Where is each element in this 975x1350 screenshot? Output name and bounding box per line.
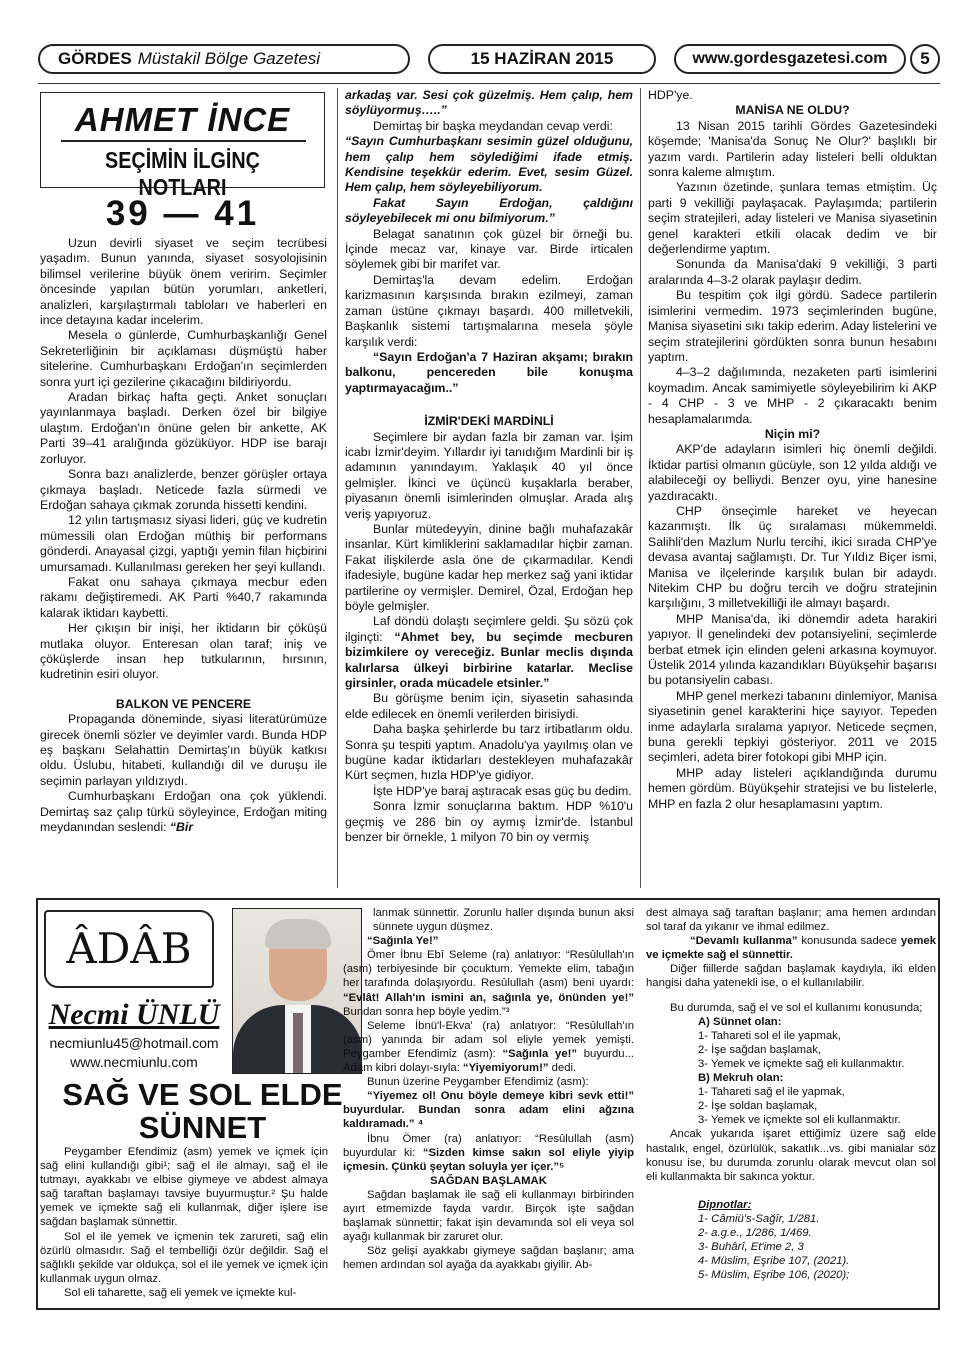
- author-email: necmiunlu45@hotmail.com: [49, 1035, 219, 1051]
- paragraph: Sol eli taharette, sağ eli yemek ve içmekte kul-: [64, 1286, 297, 1299]
- issue-date: 15 HAZİRAN 2015: [428, 44, 656, 74]
- paragraph: AKP'de adayların isimleri hiç önemli değildi. İktidar partisi olmanın gücüyle, son 12 yılda aldığı ve alabileceği oy belliydi. Benzer oyu, yine hanesine yazdıracaktı.: [648, 442, 937, 503]
- paragraph: Uzun devirli siyaset ve seçim tecrübesi yaşadım. Bunun yanında, siyaset sosyolojisinin bilimsel verilerine büyük önem veririm. Seçimler öncesinde yapılan bütün yorumları, anketleri, analizleri, karşılaştırmalı tabloları ve haberleri en ince detayına kadar incelerim.: [40, 236, 327, 328]
- paragraph-text: buyurdu... Adam kibri dolayı-sıyla:: [343, 1047, 634, 1075]
- paragraph: lanmak sünnettir. Zorunlu haller dışında bunun aksi sünnete uygun düşmez.: [373, 907, 634, 934]
- paragraph: Bunlar mütedeyyin, dinine bağlı muhafazakâr insanlar. Kürt kimliklerini saklamadılar hiçbir zaman. Fakat ilişkilerde asla öne de çıkarmadılar. Kendi ifadesiyle, bugüne kadar hep merkez sağ yani iktidar partilerine oy vermişler. Demirel, Özal, Erdoğan hep böyle gelmişler.: [345, 521, 633, 613]
- quote: “Yiyemiyorum!”: [462, 1062, 549, 1075]
- paragraph: [343, 1019, 634, 1075]
- author-underline: [61, 140, 306, 142]
- article-title-line: SÜNNET: [138, 1110, 267, 1145]
- paragraph: Demirtaş'la devam edelim. Erdoğan karizmasının karşısında bırakın ezilmeyi, zaman zaman üstüne çıkmayı başardı. 400 milletvekili, Başkanlık sistemi tartışmalarına mesela şöyle karşılık verdi:: [345, 272, 633, 349]
- footnote: 3- Buhârî, Et'ime 2, 3: [698, 1241, 804, 1254]
- quote: yemek ve içmekte sağ el sünnettir.: [646, 935, 936, 962]
- headline-number: 39 — 41: [105, 194, 260, 233]
- footnotes: [646, 1198, 936, 1283]
- quote: “Sağınla ye!”: [502, 1047, 578, 1060]
- page-number: 5: [910, 44, 940, 74]
- paragraph: Sonra bazı analizlerde, benzer görüşler ortaya çıkmaya başladı. Neticede fazla sürmedi ve Erdoğan sahaya çıkmak zorunda hissetti kendini.: [40, 467, 327, 512]
- paragraph: [343, 1132, 634, 1174]
- paper-website: www.gordesgazetesi.com: [674, 44, 906, 74]
- list-heading: A) Sünnet olan:: [698, 1015, 782, 1028]
- list-item: 3- Yemek ve içmekte sol eli kullanmaktır.: [698, 1114, 901, 1127]
- paragraph: İşte HDP'ye baraj aştıracak esas güç bu dedim.: [373, 783, 632, 798]
- paragraph: Ancak yukarıda işaret ettiğimiz üzere sağ elde hastalık, engel, özürlülük, sakatlık...vs. gibi manialar söz konusu ise, bu durumda zorunlu olarak mevcut olan sol eli kullanmakta bir sakınca yoktur.: [646, 1128, 936, 1183]
- quote: arkadaş var. Sesi çok güzelmiş. Hem çalıp, hem söylüyormuş…..”: [345, 88, 633, 118]
- quote: “Yiyemez ol! Onu böyle demeye kibri sevk etti!” buyurdular. Bundan sonra adam elini ağzına kaldıramadı.” ⁴: [343, 1090, 634, 1131]
- paragraph: Propaganda döneminde, siyasi literatürümüze girecek önemli sözler ve deyimler vardı. Bunda HDP eş başkanı Selahattin Demirtaş'ın büyük katkısı oldu. Üslubu, hitabeti, kullandığı dil ve duruşu ile seçimin parlayan yıldızıydı.: [40, 712, 327, 788]
- paragraph: 13 Nisan 2015 tarihli Gördes Gazetesindeki köşemde; 'Manisa'da Sonuç Ne Olur?' başlıklı bir yazım vardı. Partilerin aday listeleri belli olduktan sonra kaleme almıştım.: [648, 118, 937, 180]
- article-column-2: [345, 88, 633, 888]
- paragraph: Söz gelişi ayakkabı giymeye sağdan başlanır; ama hemen ardından sol ayağa da ayakkabı giyilir. Ab-: [343, 1245, 634, 1272]
- paragraph-text: İbnu Ömer (ra) anlatıyor: “Resûlullah (asm) buyurdular ki:: [343, 1132, 634, 1159]
- masthead: [38, 40, 940, 78]
- paragraph: Sonra İzmir sonuçlarına baktım. HDP %10'u geçmiş ve 286 bin oy aymış İzmir'de. İstanbul benzer bir örnekle, 1 milyon 70 bin oy vermiş: [345, 799, 633, 845]
- paragraph: CHP önseçimle hareket ve heyecan kazanmıştı. İlk üç sıralaması mükemmeldi. Salihli'den Mazlum Nurlu tercihi, ikici sırada CHP'ye devasa avantaj sağlamıştı. Dr. Tur Yıldız Biçer ismi, Manisa ve ilçelerinde karşılık bulan bir adaydı. Nitekim CHP bu doğru tercih ve doğru stratejinin karşılığını, 3 milletvekilliği ile almayı başardı.: [648, 503, 937, 611]
- article-title-line: SAĞ VE SOL ELDE: [62, 1077, 343, 1112]
- footnote: 4- Müslim, Eşribe 107, (2021).: [698, 1255, 850, 1268]
- quote: “Sayın Erdoğan'a 7 Haziran akşamı; bırakın balkonu, pencereden bile konuşma yaptırmayacağım..”: [345, 349, 633, 395]
- paper-subtitle: Müstakil Bölge Gazetesi: [137, 49, 321, 68]
- footnote: 1- Câmiü's-Sağîr, 1/281.: [698, 1212, 820, 1225]
- paragraph: MHP genel merkezi tabanını dinlemiyor, Manisa siyasetinin genel karakterini hiçe sayıyor. Tepeden inme adaylarla sıralama yapıyor. Neticede seçmen, buna gerekli tepkiyi gösteriyor. 2011 ve 2015 seçimleri, adeta birer fotokopi gibi MHP için.: [648, 688, 937, 765]
- paragraph: Seçimlere bir aydan fazla bir zaman var. İşim icabı İzmir'deyim. Yıllardır iyi tanıdığım Mardinli bir iş adamının yanındayım. Yaklaşık 40 yıl önce gelmişler. İkinci ve üçüncü kuşaklarla beraber, piyasanın önemli isimlerinden olmuşlar. Arada alış veriş yapıyoruz.: [345, 429, 633, 521]
- paragraph: Aradan birkaç hafta geçti. Anket sonuçları yayınlanmaya başladı. Derken özel bir bilgiye ulaştım. Erdoğan'ın önüne gelen bir ankette, AK Parti 39–41 aralığında gözüküyor. HDP ise barajı zorluyor.: [40, 390, 327, 466]
- paragraph-text: Bundan sonra hep böyle yedim.”³: [343, 1005, 510, 1018]
- paragraph: dest almaya sağ taraftan başlanır; ama hemen ardından sol taraf da yıkanır ve ihmal edilmez.: [646, 907, 936, 934]
- paragraph: [343, 948, 634, 1018]
- paragraph: MHP aday listeleri açıklandığında durumu hemen gördüm. Büyükşehir stratejisi ve bu listelerle, MHP en fazla 2 olur hesaplamasını yaptım.: [648, 765, 937, 811]
- column-author: Necmi ÜNLÜ: [48, 998, 220, 1031]
- quote: Fakat Sayın Erdoğan, çaldığını söyleyebilecek mi onu bilmiyorum.”: [345, 195, 633, 226]
- paragraph: 12 yılın tartışmasız siyasi lideri, güç ve kudretin mümessili olan Erdoğan müthiş bir performans gönderdi. Anayasal çizgi, yaptığı yemin filan hiçbirini umursamadı. Kullanılması gereken her şeyi kullandı.: [40, 513, 327, 574]
- paragraph-text: Seleme İbnü'l-Ekva' (ra) anlatıyor: “Resûlullah'ın (asm) yanında bir adam sol eliyle yemek yemişti. Peygamber Efendimiz (asm):: [343, 1019, 634, 1060]
- paragraph: [40, 789, 327, 835]
- paragraph: Bu tespitim çok ilgi gördü. Sadece partilerin isimlerini vermedim. 1973 seçimlerinden bugüne, Manisa siyasetini sıkı takip ederim. Aday listelerini ve seçim stratejilerini gördükten sonra bunun hesabını yaptım.: [648, 288, 937, 364]
- paragraph: 4–3–2 dağılımında, nezaketen parti isimlerini koymadım. Ancak samimiyetle söyleyebilirim ki AKP - 4 CHP - 3 ve MHP - 2 çıkaracaktı benim hesaplamalarımda.: [648, 365, 937, 426]
- list-item: 2- İşe soldan başlamak,: [698, 1100, 818, 1113]
- paragraph-text: dedi.: [551, 1062, 577, 1075]
- paragraph: Sol el ile yemek ve içmenin tek zarureti, sağ elin özürlü olmasıdır. Sağ el tembelliği özür değildir. Sağ el sağlıklı şekilde var oldukça, sol el ile yemek ve içmek için kullanmak uygun olmaz.: [40, 1230, 328, 1285]
- adab-column-3: [646, 906, 936, 1306]
- paragraph: Sağdan başlamak ile sağ eli kullanmayı birbirinden ayırt etmemizde fayda vardır. Birçok işte sağdan başlamak sünnettir; fakat işin devamında sol eli veya sol ayağı kullanmak bir zaruret olur.: [343, 1188, 634, 1244]
- footnotes-heading: Dipnotlar:: [698, 1198, 752, 1211]
- author-header-box: [40, 92, 325, 200]
- adab-column-2: [343, 906, 634, 1306]
- footnote: 5- Müslim, Eşribe 106, (2020);: [698, 1269, 850, 1282]
- section-heading: İZMİR'DEKİ MARDİNLİ: [424, 414, 554, 429]
- section-heading: SAĞDAN BAŞLAMAK: [430, 1174, 547, 1187]
- quote: “Devamlı kullanma”: [690, 935, 798, 948]
- quote: “Sayın Cumhurbaşkanı sesimin güzel olduğunu, hem çalıp hem söylediğimi ifade etmiş. Kendisine teşekkür ederim. Evet, sesim Güzel. Hem çalıp, hem söyleyebiliyorum.: [345, 134, 633, 195]
- footnote: 2- a.g.e., 1/286, 1/469.: [698, 1226, 812, 1239]
- adab-column-1: [40, 1145, 328, 1307]
- paragraph: Daha başka şehirlerde bu tarz irtibatlarım oldu. Sonra şu tespiti yaptım. Anadolu'ya yayılmış olan ve bugüne kadar iktidarları destekleyen muhafazakâr Kürt seçmen, hızla HDP'ye gidiyor.: [345, 722, 633, 783]
- list-heading: B) Mekruh olan:: [698, 1072, 784, 1085]
- section-name: ÂDÂB: [66, 924, 192, 973]
- list-item: 2- İşe sağdan başlamak,: [698, 1043, 822, 1056]
- column-divider: [337, 88, 338, 888]
- paragraph: Fakat onu sahaya çıkmaya mecbur eden rakamı değiştiremedi. AK Parti %40,7 rakamında kalarak iktidarı kaybetti.: [40, 574, 327, 620]
- paragraph: Bu görüşme benim için, siyasetin sahasında elde edilecek en önemli verilerden birisiydi.: [345, 691, 633, 721]
- paragraph: Her çıkışın bir inişi, her iktidarın bir çöküşü mutlaka oluyor. Enteresan olan taraf; iniş ve çöküşlerde insan hep tutkularının, hırsının, kudretinin esiri oluyor.: [40, 621, 327, 682]
- article-column-1: [40, 236, 327, 888]
- list-item: 1- Tahareti sağ el ile yapmak,: [698, 1086, 845, 1099]
- sunnet-list: [646, 1015, 936, 1128]
- paragraph: Yazının özetinde, şunlara temas etmiştim. Üç parti 9 vekilliği paylaşacak. Paylaşımda; partilerin seçim stratejileri, aday listeleri ve Manisa siyasetinin genel karakteri etkili olacak dedim ve bir değerlendirme yaptım.: [648, 180, 937, 257]
- column-title: SEÇİMİN İLGİNÇ NOTLARI: [105, 147, 260, 200]
- author-photo-hair: [265, 919, 331, 949]
- paragraph: Peygamber Efendimiz (asm) yemek ve içmek için sağ elini kullandığı gibi¹; sağ el ile almayı, sağ el ile tutmayı, ayakkabı ve elbise giymeye ve abdest almaya sağ taraftan başlamayı tavsiye buyurmuştur.² Şu halde yemek ve içmekte sağ eli kullanmak, diğer işlere ise sağdan başlamak sünnettir.: [40, 1146, 328, 1229]
- column-author: AHMET İNCE: [74, 101, 291, 138]
- quote: “Ahmet bey, bu seçimde mecburen bizimkilere oy vereceğiz. Bunlar meclis dışında kalırlarsa ülkeyi birbirine katarlar. Meclise girsinler, orada mücadele etsinler.”: [345, 629, 633, 691]
- top-rule: [38, 83, 940, 84]
- quote: “Sağınla Ye!”: [367, 935, 439, 948]
- section-logo-scroll: [44, 910, 214, 988]
- paper-name: GÖRDES: [58, 49, 132, 68]
- author-website: www.necmiunlu.com: [70, 1054, 198, 1070]
- paragraph: Demirtaş bir başka meydandan cevap verdi:: [373, 118, 613, 133]
- paragraph: [646, 934, 936, 962]
- paragraph: Diğer fiillerde sağdan başlamak kaydıyla, iki elden hangisi daha yatenekli ise, o el kullanılabilir.: [646, 963, 936, 990]
- paragraph-text: Cumhurbaşkanı Erdoğan ona çok yüklendi. Demirtaş saz çalıp türkü söyleyince, Erdoğan miting meydanından seslendi:: [40, 789, 327, 835]
- section-heading: BALKON VE PENCERE: [115, 696, 252, 711]
- list-item: 1- Tahareti sol el ile yapmak,: [698, 1029, 841, 1042]
- author-photo-tie: [293, 1013, 303, 1073]
- section-heading: MANİSA NE OLDU?: [735, 103, 850, 118]
- article-column-3: [648, 88, 937, 888]
- paragraph: Belagat sanatının çok güzel bir örneği bu. İçinde mecaz var, kinaye var. Birde irticalen söylemek gibi bir marifet var.: [345, 226, 633, 272]
- paragraph: Sonunda da Manisa'daki 9 vekilliği, 3 parti aralarında 4–3-2 olarak paylaşır dedim.: [648, 257, 937, 287]
- paragraph: Mesela o günlerde, Cumhurbaşkanlığı Genel Sekreterliğinin bir açıklaması düşmüştü haber sitelerine. Cumhurbaşkanı Erdoğan'ın seçimlerden sonra yurt içi gezilerine çıkacağını bildiriyordu.: [40, 328, 327, 389]
- paragraph: HDP'ye.: [648, 88, 693, 102]
- paper-name-pill: [38, 44, 410, 74]
- article-title: [40, 1078, 365, 1144]
- paragraph: Bunun üzerine Peygamber Efendimiz (asm):: [367, 1076, 589, 1089]
- paragraph: Bu durumda, sağ el ve sol el kullanımı konusunda;: [670, 1001, 923, 1014]
- column-divider: [640, 88, 641, 888]
- quote-start: “Bir: [169, 820, 194, 835]
- subheading: Niçin mi?: [764, 426, 821, 441]
- paragraph-text: konusunda sadece: [801, 935, 897, 948]
- quote: “Evlât! Allah'ın ismini an, sağınla ye, önünden ye!”: [343, 991, 634, 1004]
- paragraph: MHP Manisa'da, iki dönemdir adeta harakiri yapıyor. İl genelindeki dev potansiyelini, seçimlerde berbat etmek için elinden geleni arkasına koymuyor. Üstelik 2014 yılında kazandıkları Büyükşehir başarısı bu potansiyelin cabası.: [648, 611, 937, 688]
- paragraph-text: Laf döndü dolaştı seçimlere geldi. Şu sözü çok ilginçti:: [345, 614, 633, 644]
- paragraph: [345, 614, 633, 691]
- paragraph-text: Ömer İbnu Ebî Seleme (ra) anlatıyor: “Resûlullah'ın (asm) terbiyesinde bir çocuktum. Yemekte elim, tabağın her tarafında dolaşıyordu. Resûlullah (asm) beni uyardı:: [343, 949, 634, 990]
- quote: “Sizden kimse sakın sol eliyle yiyip içmesin. Çünkü şeytan soluyla yer içer.”⁵: [343, 1146, 634, 1173]
- list-item: 3- Yemek ve içmekte sağ eli kullanmaktır.: [698, 1057, 905, 1070]
